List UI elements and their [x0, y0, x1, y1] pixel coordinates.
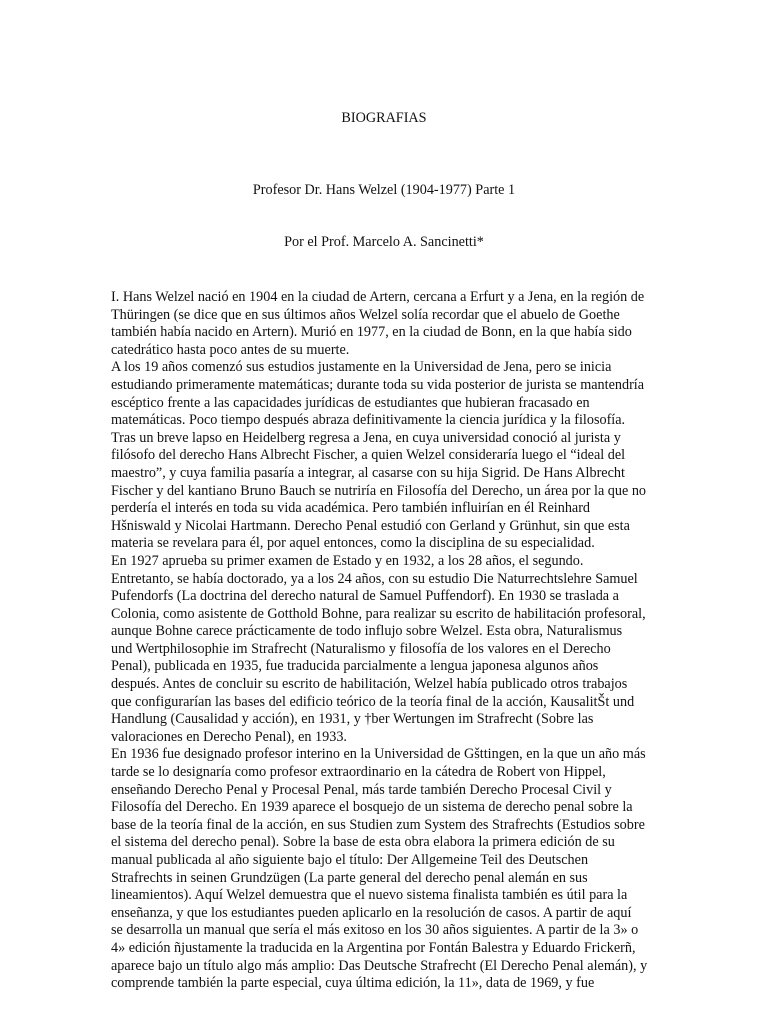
body-line: Penal), publicada en 1935, fue traducida parcialmente a lengua japonesa algunos años	[111, 658, 599, 675]
body-line: también había nacido en Artern). Murió en 1977, en la ciudad de Bonn, en la que había sido	[111, 324, 632, 341]
body-line: aunque Bohne carece prácticamente de todo influjo sobre Welzel. Esta obra, Naturalismus	[111, 623, 623, 640]
body-line: Fischer y del kantiano Bruno Bauch se nutriría en Filosofía del Derecho, un área por la que no	[111, 482, 647, 499]
document-title: BIOGRAFIAS	[341, 110, 427, 126]
body-line: En 1927 aprueba su primer examen de Estado y en 1932, a los 28 años, el segundo.	[111, 552, 584, 569]
body-line: base de la teoría final de la acción, en sus Studien zum System des Strafrechts (Estudios sobre	[111, 816, 645, 833]
body-line: se desarrolla un manual que sería el más exitoso en los 30 años siguientes. A partir de la 3» o	[111, 922, 639, 939]
body-line: Strafrechts in seinen Grundzügen (La parte general del derecho penal alemán en sus	[111, 869, 588, 886]
body-line: enseñando Derecho Penal y Procesal Penal, más tarde también Derecho Procesal Civil y	[111, 781, 612, 798]
body-line: Pufendorfs (La doctrina del derecho natural de Samuel Puffendorf). En 1930 se traslada a	[111, 588, 619, 605]
body-line: perdería el interés en toda su vida académica. Pero también influirían en él Reinhard	[111, 500, 591, 517]
body-line: escéptico frente a las capacidades jurídicas de estudiantes que hubieran fracasado en	[111, 394, 590, 411]
document-author: Por el Prof. Marcelo A. Sancinetti*	[284, 234, 484, 250]
body-line: Hšniswald y Nicolai Hartmann. Derecho Penal estudió con Gerland y Grünhut, sin que esta	[111, 517, 630, 534]
body-line: estudiando primeramente matemáticas; durante toda su vida posterior de jurista se mantendría	[111, 376, 645, 393]
body-line: filósofo del derecho Hans Albrecht Fischer, a quien Welzel consideraría luego el “ideal del	[111, 447, 626, 464]
body-line: 4» edición ñjustamente la traducida en la Argentina por Fontán Balestra y Eduardo Frickerñ,	[111, 939, 636, 956]
body-line: enseñanza, y que los estudiantes pueden aplicarlo en la resolución de casos. A partir de aquí	[111, 904, 632, 921]
body-line: und Wertphilosophie im Strafrecht (Naturalismo y filosofía de los valores en el Derecho	[111, 640, 611, 657]
body-line: matemáticas. Poco tiempo después abraza definitivamente la ciencia jurídica y la filosofía.	[111, 412, 626, 429]
body-line: manual publicada al año siguiente bajo el título: Der Allgemeine Teil des Deutschen	[111, 852, 589, 868]
body-line: comprende también la parte especial, cuya última edición, la 11», data de 1969, y fue	[111, 975, 595, 992]
body-line: I. Hans Welzel nació en 1904 en la ciudad de Artern, cercana a Erfurt y a Jena, en la región de	[111, 289, 645, 305]
body-line: tarde se lo designaría como profesor extraordinario en la cátedra de Robert von Hippel,	[111, 764, 606, 781]
body-line: Thüringen (se dice que en sus últimos años Welzel solía recordar que el abuelo de Goethe	[111, 306, 620, 323]
body-line: lineamientos). Aquí Welzel demuestra que el nuevo sistema finalista también es útil para la	[111, 887, 628, 904]
body-line: valoraciones en Derecho Penal), en 1933.	[111, 728, 347, 745]
body-line: materia se revelara para él, por aquel entonces, como la disciplina de su especialidad.	[111, 535, 595, 552]
body-line: Filosofía del Derecho. En 1939 aparece el bosquejo de un sistema de derecho penal sobre la	[111, 799, 633, 816]
body-line: En 1936 fue designado profesor interino en la Universidad de Gšttingen, en la que un año más	[111, 746, 646, 763]
body-line: Tras un breve lapso en Heidelberg regresa a Jena, en cuya universidad conoció al jurista y	[111, 429, 621, 446]
body-line: Colonia, como asistente de Gotthold Bohne, para realizar su escrito de habilitación profesoral,	[111, 605, 646, 622]
body-line: catedrático hasta poco antes de su muerte.	[111, 341, 350, 358]
document-subtitle: Profesor Dr. Hans Welzel (1904-1977) Parte 1	[252, 182, 516, 198]
body-line: A los 19 años comenzó sus estudios justamente en la Universidad de Jena, pero se inicia	[111, 359, 612, 376]
body-line: Handlung (Causalidad y acción), en 1931, y †ber Wertungen im Strafrecht (Sobre las	[111, 711, 594, 728]
body-line: después. Antes de concluir su escrito de habilitación, Welzel había publicado otros trabajos	[111, 676, 628, 693]
body-line: aparece bajo un título algo más amplio: Das Deutsche Strafrecht (El Derecho Penal alemán), y	[111, 957, 648, 974]
body-line: el sistema del derecho penal). Sobre la base de esta obra elabora la primera edición de su	[111, 834, 615, 851]
body-line: Entretanto, se había doctorado, ya a los 24 años, con su estudio Die Naturrechtslehre Samuel	[111, 570, 638, 587]
body-line: maestro”, y cuya familia pasaría a integrar, al casarse con su hija Sigrid. De Hans Albrecht	[111, 464, 625, 481]
body-line: que configurarían las bases del edificio teórico de la teoría final de la acción, KausalitŠt und	[111, 693, 635, 710]
document-body	[111, 289, 705, 993]
